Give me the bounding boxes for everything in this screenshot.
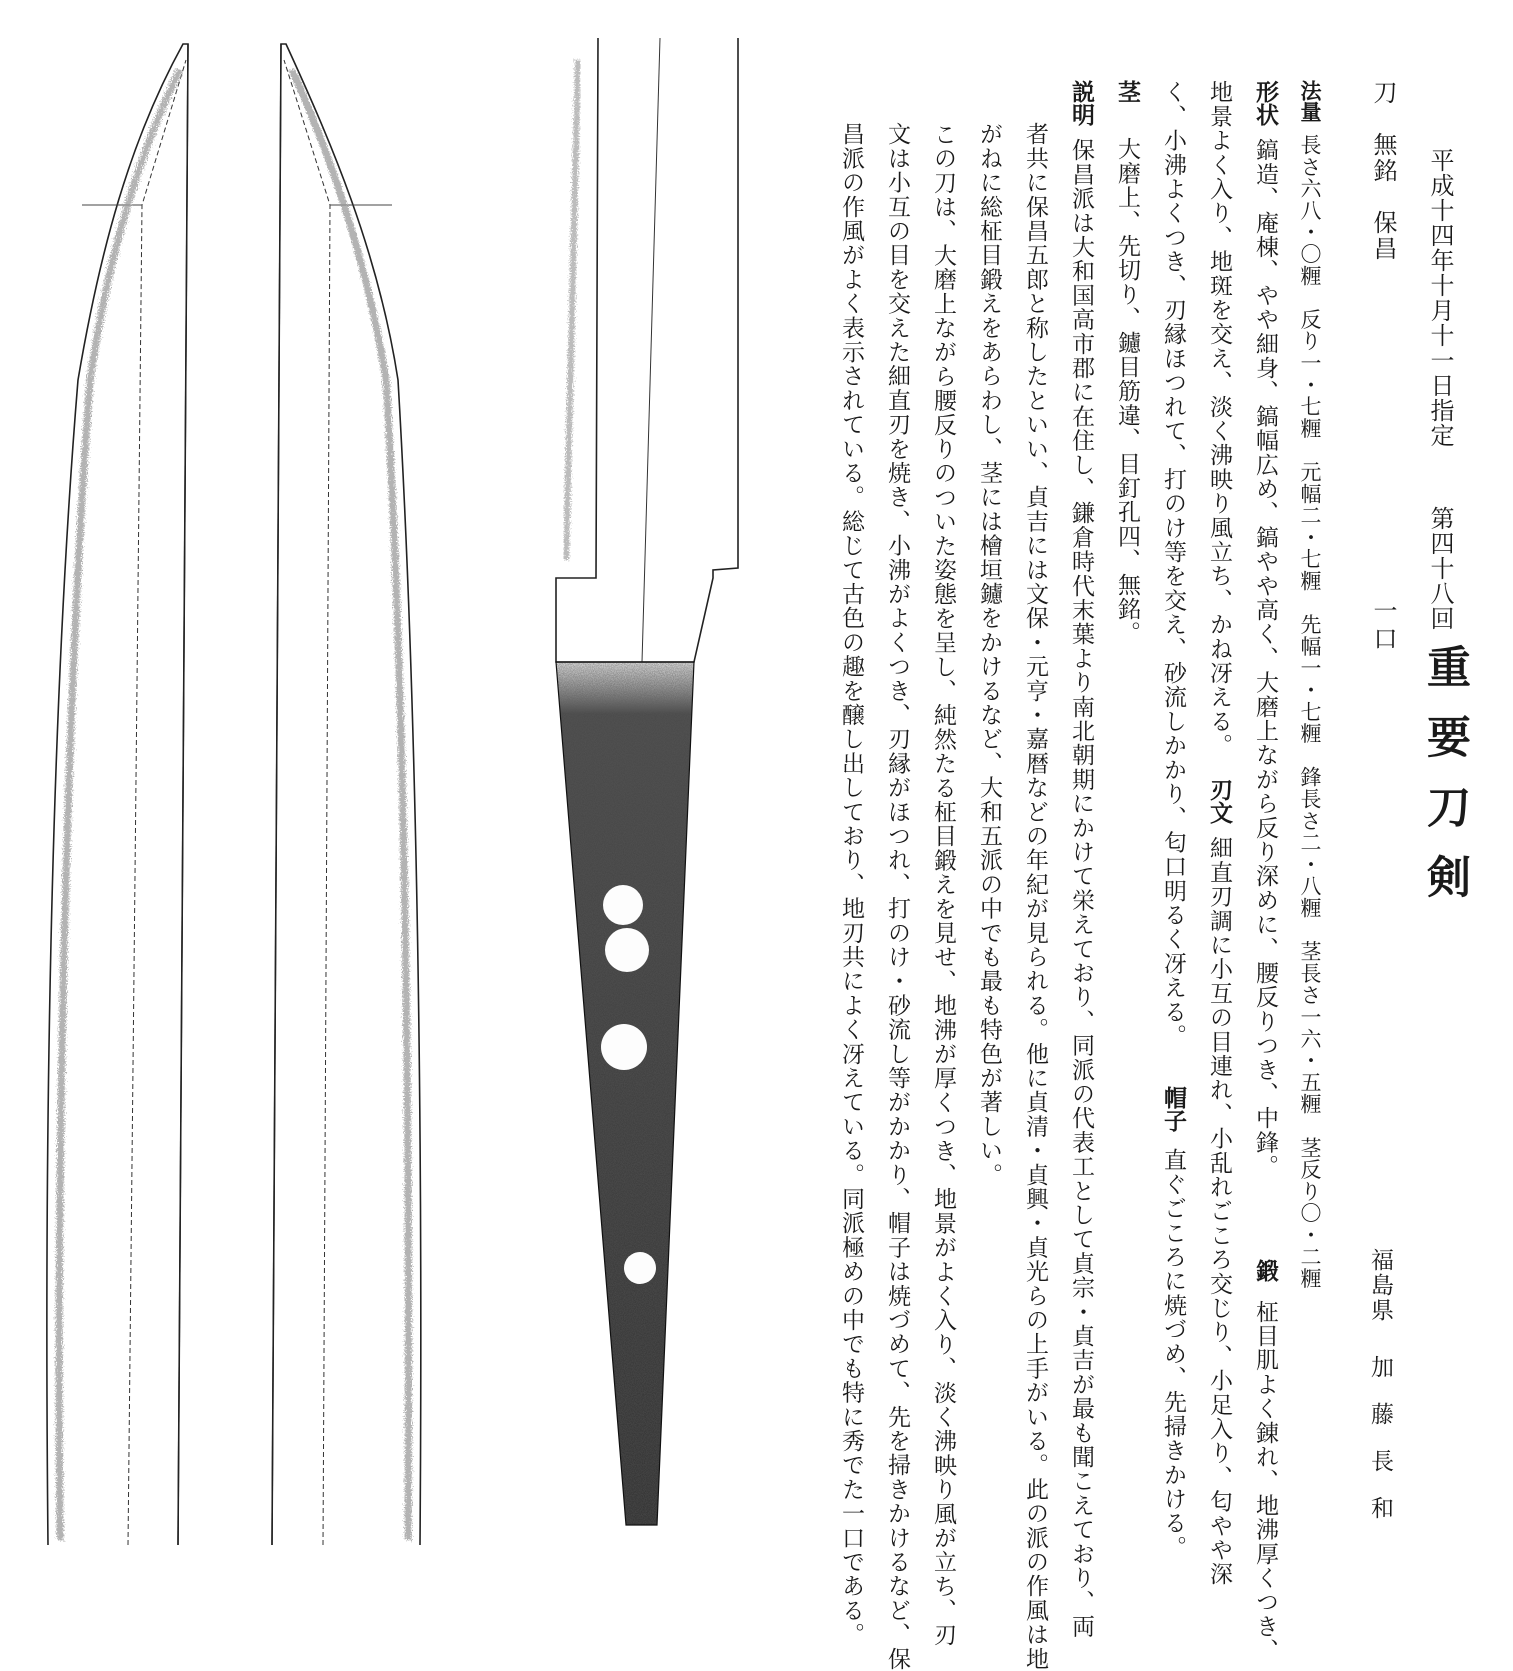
- explanation-column-4: [931, 98, 954, 1647]
- explanation-line: この刀は、大磨上ながら腰反りのついた姿態を呈し、純然たる柾目鍛えを見せ、地沸が厚くつき、地景がよく入り、淡く沸映り風が立ち、刃: [930, 98, 956, 1647]
- nakago-label: 茎: [1114, 80, 1140, 103]
- kitae-text-line2: 地景よく入り、地斑を交え、淡く沸映り風立ち、かね冴える。: [1206, 80, 1232, 758]
- sword-count-text: 一口: [1369, 598, 1397, 654]
- session-number-text: 第四十八回: [1426, 506, 1454, 631]
- explanation-column-3: [977, 122, 1000, 1187]
- designation-date: [1423, 148, 1458, 448]
- page-title-text: 重要刀剣: [1419, 644, 1470, 924]
- session-number: [1423, 506, 1458, 631]
- explanation-line: 者共に保昌五郎と称したといい、貞吉には文保・元亨・嘉暦などの年紀が見られる。他に貞清・貞興・貞光らの上手がいる。此の派の作風は地: [1022, 122, 1048, 1671]
- shape-text: 鎬造、庵棟、やや細身、鎬幅広め、鎬やや高く、大磨上ながら反り深めに、腰反りつき、中鋒。: [1252, 138, 1278, 1179]
- boushi-label: 帽子: [1160, 1086, 1186, 1132]
- designation-date-text: 平成十四年十月十一日指定: [1426, 148, 1454, 448]
- page-title: [1412, 644, 1476, 924]
- sword-count: [1366, 598, 1401, 654]
- kitae-text-line1: 柾目肌よく錬れ、地沸厚くつき、: [1252, 1299, 1278, 1663]
- owner-name-text: 加藤長和: [1367, 1355, 1393, 1543]
- sword-name-text: 刀 無銘 保昌: [1369, 80, 1397, 262]
- explanation-line: 文は小互の目を交えた細直刃を焼き、小沸がよくつき、刃縁がほつれ、打のけ・砂流し等がかかり、帽子は焼づめて、先を掃きかけるなど、保: [884, 122, 910, 1671]
- hamon-boushi-column: [1161, 80, 1184, 1559]
- explanation-column-5: [885, 122, 908, 1671]
- explanation-line: 昌派の作風がよく表示されている。総じて古色の趣を醸し出しており、地刃共によく冴えている。同派極めの中でも特に秀でた一口である。: [838, 122, 864, 1647]
- blade-with-tang: [556, 38, 738, 1525]
- kitae-column-2: [1207, 80, 1230, 758]
- hamon-text-line2: く、小沸よくつき、刃縁ほつれて、打のけ等を交え、砂流しかかり、匂口明るく冴える。: [1160, 80, 1186, 1048]
- explanation-column-2: [1023, 122, 1046, 1671]
- hamon-label: 刃文: [1206, 778, 1232, 824]
- owner-name: [1364, 1355, 1397, 1543]
- kitae-label: 鍛: [1252, 1258, 1278, 1282]
- mekugi-ana-hole: [601, 1024, 647, 1070]
- measurements-label: 法量: [1298, 80, 1322, 122]
- explanation-line: 保昌派は大和国高市郡に在住し、鎌倉時代末葉より南北朝期にかけて栄えており、同派の代表工として貞宗・貞吉が最も聞こえており、両: [1068, 138, 1094, 1639]
- explanation-column-6: [839, 122, 862, 1647]
- measurements-text: 長さ六八・〇糎 反り一・七糎 元幅二・七糎 先幅一・七糎 鋒長さ二・八糎 茎長さ一六・五糎 茎反り〇・二糎: [1298, 134, 1322, 1290]
- explanation-label: 説明: [1068, 80, 1094, 126]
- nakago-text: 大磨上、先切り、鑢目筋違、目釘孔四、無銘。: [1114, 137, 1140, 646]
- sword-name: [1366, 80, 1401, 262]
- nakago-column: [1115, 80, 1138, 645]
- blade-tip-left: [47, 44, 188, 1545]
- hamon-text-line1: 細直刃調に小互の目連れ、小乱れごころ交じり、小足入り、匂やや深: [1206, 836, 1232, 1587]
- explanation-column-1: [1069, 80, 1092, 1638]
- owner-prefecture-text: 福島県: [1367, 1248, 1393, 1323]
- shape-label: 形状: [1252, 80, 1278, 126]
- mekugi-ana-hole: [605, 928, 649, 972]
- mekugi-ana-hole: [603, 885, 643, 925]
- shape-kitae-column: [1253, 80, 1276, 1663]
- measurements-column: [1299, 80, 1320, 1289]
- boushi-text: 直ぐごころに焼づめ、先掃きかける。: [1160, 1148, 1186, 1560]
- hamon-column-1: [1207, 778, 1230, 1586]
- blade-tip-right: [272, 44, 421, 1545]
- mekugi-ana-hole: [624, 1252, 656, 1284]
- explanation-line: がねに総柾目鍛えをあらわし、茎には檜垣鑢をかけるなど、大和五派の中でも最も特色が著しい。: [976, 122, 1002, 1187]
- owner-prefecture: [1364, 1248, 1397, 1323]
